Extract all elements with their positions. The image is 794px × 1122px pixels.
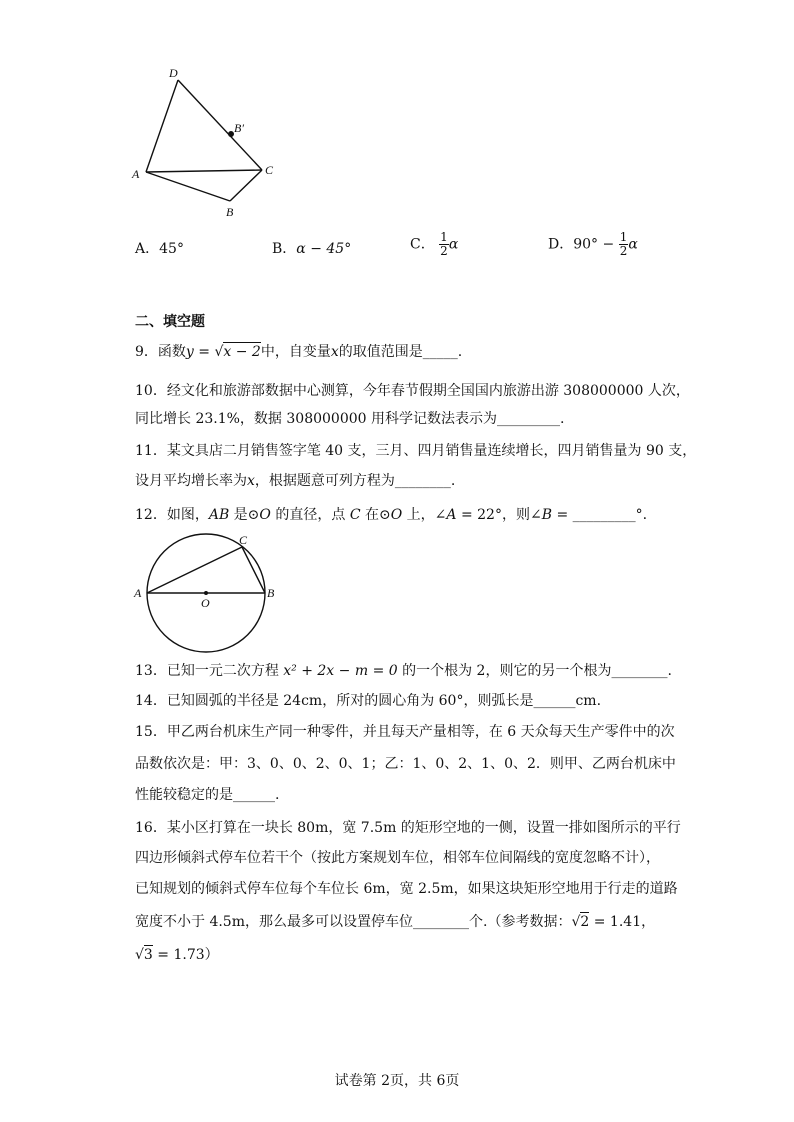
question-16-line2: 四边形倾斜式停车位若干个（按此方案规划车位，相邻车位间隔线的宽度忽略不计），: [135, 850, 660, 866]
edge-ab: [146, 172, 230, 201]
question-16-line4: 宽度不小于 4.5m，那么最多可以设置停车位________个.（参考数据：√2 = 1.41，: [135, 914, 656, 930]
question-10-line1: 10．经文化和旅游部数据中心测算，今年春节假期全国国内旅游出游 308000000 人次，: [135, 383, 690, 399]
fraction: $\frac{1}{2}$: [440, 230, 448, 258]
question-15-line1: 15．甲乙两台机床生产同一种零件，并且每天产量相等，在 6 天众每天生产零件中的次: [135, 724, 675, 740]
option-a[interactable]: A．45°: [135, 241, 184, 257]
option-b[interactable]: B．α − 45°: [272, 241, 352, 257]
option-d[interactable]: D．90° − $\frac{1}{2}$ α: [548, 230, 638, 258]
question-11-line2: 设月平均增长率为x，根据题意可列方程为________.: [135, 473, 456, 489]
question-15-line2: 品数依次是：甲：3、0、0、2、0、1；乙：1、0、2、1、0、2．则甲、乙两台机床中: [135, 756, 676, 772]
question-10-line2: 同比增长 23.1%，数据 308000000 用科学记数法表示为_________.: [135, 411, 565, 427]
label-c: C: [265, 163, 274, 177]
fraction: $\frac{1}{2}$: [619, 230, 628, 258]
edge-ac: [146, 170, 262, 172]
question-9: 9．函数y = √x − 2中，自变量x的取值范围是_____.: [135, 344, 463, 360]
label-b: B: [226, 205, 234, 219]
question-14: 14．已知圆弧的半径是 24cm，所对的圆心角为 60°，则弧长是______cm.: [135, 693, 602, 709]
page-footer: 试卷第 2页，共 6页: [334, 1073, 460, 1089]
question-11-line1: 11．某文具店二月销售签字笔 40 支，三月、四月销售量连续增长，四月销售量为 90 支，: [135, 443, 697, 459]
label-d: D: [169, 66, 178, 80]
label-b: B: [267, 586, 275, 600]
question-16-line1: 16．某小区打算在一块长 80m，宽 7.5m 的矩形空地的一侧，设置一排如图所示的平行: [135, 820, 681, 836]
label-a: A: [132, 167, 140, 181]
label-c: C: [239, 533, 248, 547]
question-13: 13．已知一元二次方程 x² + 2x − m = 0 的一个根为 2，则它的另一个根为________.: [135, 663, 672, 679]
question-16-line5: √3 = 1.73）: [135, 947, 219, 963]
chord-bc: [242, 547, 265, 593]
option-c[interactable]: C． $\frac{1}{2}$ α: [410, 230, 459, 258]
section-title: 二、填空题: [135, 314, 205, 330]
label-b-prime: B′: [234, 121, 244, 135]
quadrilateral-figure: [125, 60, 295, 225]
question-16-line3: 已知规划的倾斜式停车位每个车位长 6m，宽 2.5m，如果这块矩形空地用于行走的道路: [135, 881, 678, 897]
edge-da: [146, 80, 178, 172]
label-a: A: [134, 586, 142, 600]
question-12: 12．如图，AB 是⊙O 的直径，点 C 在⊙O 上，∠A = 22°，则∠B = _________°.: [135, 507, 648, 523]
edge-dc: [178, 80, 262, 170]
edge-bc: [230, 170, 262, 201]
center-o: [204, 591, 208, 595]
question-15-line3: 性能较稳定的是______.: [135, 787, 280, 803]
circle-figure: [128, 530, 288, 655]
label-o: O: [201, 596, 210, 610]
